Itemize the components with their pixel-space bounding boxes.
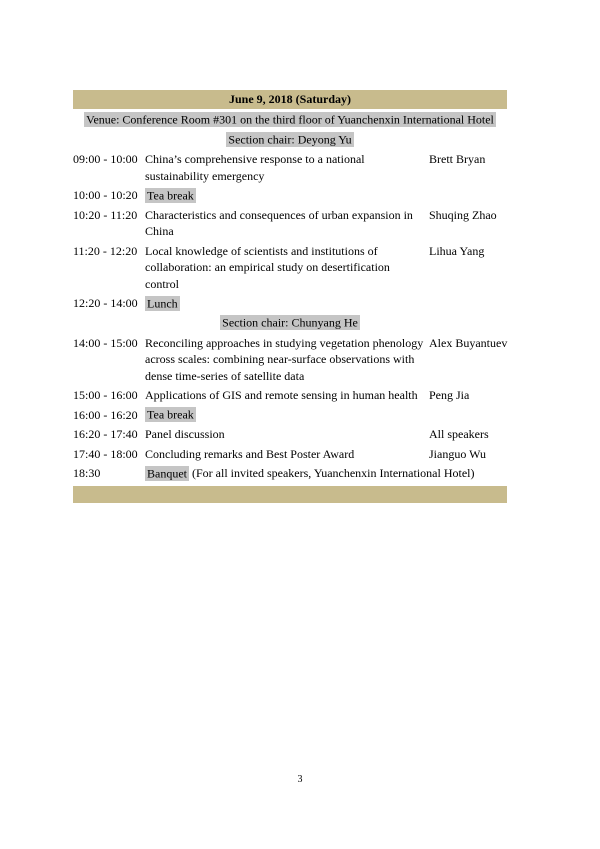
venue-text: Venue: Conference Room #301 on the third floor of Yuanchenxin International Hotel bbox=[86, 112, 494, 126]
session-speaker: Peng Jia bbox=[429, 388, 470, 402]
schedule-row bbox=[73, 187, 507, 204]
title-text: Applications of GIS and remote sensing in human health bbox=[145, 388, 418, 402]
title-suffix-text: (For all invited speakers, Yuanchenxin International Hotel) bbox=[189, 466, 475, 480]
session-title bbox=[145, 426, 425, 443]
highlighted-title-text: Lunch bbox=[147, 296, 178, 310]
session-time: 17:40 - 18:00 bbox=[73, 446, 138, 461]
session-title bbox=[145, 207, 425, 240]
schedule-rows bbox=[73, 131, 507, 482]
session-speaker: Alex Buyantuev bbox=[429, 335, 508, 350]
schedule-row bbox=[73, 446, 507, 463]
session-time: 15:00 - 16:00 bbox=[73, 388, 138, 402]
schedule-row bbox=[73, 335, 507, 385]
session-time: 10:00 - 10:20 bbox=[73, 188, 138, 202]
session-speaker: Shuqing Zhao bbox=[429, 207, 497, 222]
session-speaker bbox=[425, 407, 507, 424]
highlighted-title-text: Banquet bbox=[147, 466, 187, 480]
session-time: 12:20 - 14:00 bbox=[73, 296, 138, 310]
session-title bbox=[145, 446, 425, 463]
session-title bbox=[145, 387, 425, 404]
session-speaker bbox=[425, 187, 507, 204]
session-title bbox=[145, 335, 425, 385]
session-title bbox=[145, 151, 425, 184]
session-time: 09:00 - 10:00 bbox=[73, 152, 138, 166]
schedule-row bbox=[73, 243, 507, 293]
page-number: 3 bbox=[297, 774, 303, 785]
session-title bbox=[145, 187, 425, 204]
session-speaker: All speakers bbox=[429, 427, 489, 441]
session-title bbox=[145, 407, 425, 424]
date-header-bar bbox=[73, 90, 507, 109]
title-text: Local knowledge of scientists and institutions of collaboration: an empirical study on desertification control bbox=[145, 243, 390, 291]
title-text: Reconciling approaches in studying vegetation phenology across scales: combining near-surface observations with dense time-series of satellite data bbox=[145, 335, 424, 383]
schedule-row bbox=[73, 207, 507, 240]
title-text: Concluding remarks and Best Poster Award bbox=[145, 446, 355, 461]
session-speaker bbox=[425, 295, 507, 312]
bottom-divider-bar bbox=[73, 486, 507, 503]
session-time: 11:20 - 12:20 bbox=[73, 243, 138, 258]
session-speaker: Brett Bryan bbox=[429, 152, 486, 166]
schedule-row bbox=[73, 407, 507, 424]
title-text: Characteristics and consequences of urban expansion in China bbox=[145, 207, 413, 238]
title-text: China’s comprehensive response to a national sustainability emergency bbox=[145, 152, 365, 183]
session-time: 10:20 - 11:20 bbox=[73, 207, 138, 222]
session-time: 16:20 - 17:40 bbox=[73, 427, 138, 441]
title-text: Panel discussion bbox=[145, 427, 225, 441]
venue-line bbox=[73, 111, 507, 128]
session-time: 18:30 bbox=[73, 466, 101, 480]
section-chair-line bbox=[73, 131, 507, 148]
schedule-row bbox=[73, 295, 507, 312]
section-chair-line bbox=[73, 315, 507, 332]
date-title: June 9, 2018 (Saturday) bbox=[228, 92, 351, 106]
session-time: 16:00 - 16:20 bbox=[73, 407, 138, 422]
session-title bbox=[145, 295, 425, 312]
session-speaker: Jianguo Wu bbox=[429, 446, 486, 461]
section-chair-text: Section chair: Deyong Yu bbox=[228, 132, 352, 146]
highlighted-title-text: Tea break bbox=[147, 407, 194, 422]
session-time: 14:00 - 15:00 bbox=[73, 335, 138, 350]
section-chair-text: Section chair: Chunyang He bbox=[222, 315, 358, 330]
session-title bbox=[145, 465, 507, 482]
schedule-row bbox=[73, 151, 507, 184]
session-title bbox=[145, 243, 425, 293]
highlighted-title-text: Tea break bbox=[147, 188, 194, 202]
schedule-table bbox=[73, 90, 507, 503]
schedule-row bbox=[73, 465, 507, 482]
session-speaker: Lihua Yang bbox=[429, 243, 485, 258]
schedule-row bbox=[73, 426, 507, 443]
schedule-row bbox=[73, 387, 507, 404]
